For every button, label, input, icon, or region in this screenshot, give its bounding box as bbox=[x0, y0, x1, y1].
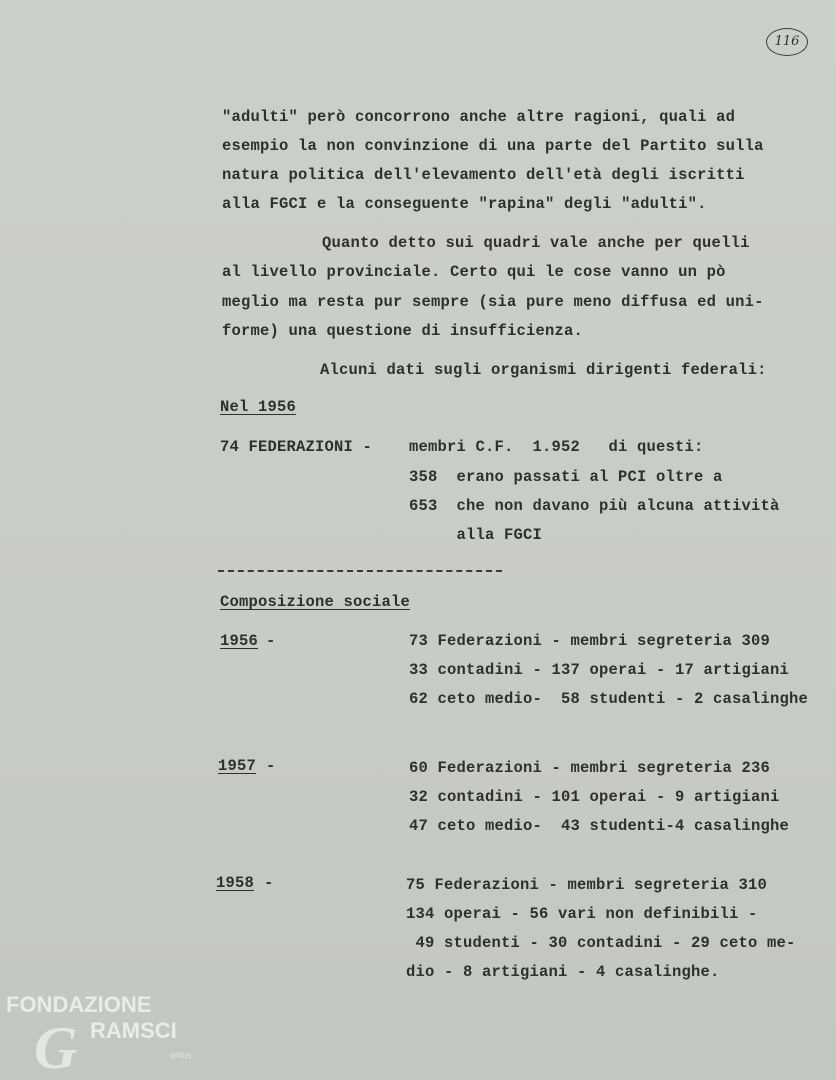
year-label: 1957 bbox=[218, 757, 257, 775]
year-dash: - bbox=[264, 874, 274, 892]
composition-line: 75 Federazioni - membri segreteria 310 bbox=[406, 876, 768, 894]
composition-line: 134 operai - 56 vari non definibili - bbox=[406, 905, 758, 923]
year-dash: - bbox=[266, 632, 276, 650]
composition-line: 33 contadini - 137 operai - 17 artigiani bbox=[409, 661, 790, 679]
composition-line: 62 ceto medio- 58 studenti - 2 casalinghe bbox=[409, 690, 809, 708]
para3-line: Alcuni dati sugli organismi dirigenti federali: bbox=[320, 361, 767, 379]
fondazione-gramsci-watermark bbox=[4, 988, 219, 1074]
divider-line bbox=[218, 570, 502, 572]
para2-line: al livello provinciale. Certo qui le cose vanno un pò bbox=[222, 263, 726, 281]
year-label: 1956 bbox=[220, 632, 259, 650]
watermark-g-letter: G bbox=[34, 1015, 78, 1074]
composition-line: 47 ceto medio- 43 studenti-4 casalinghe bbox=[409, 817, 790, 835]
section-1956-line: 358 erano passati al PCI oltre a bbox=[409, 468, 723, 486]
section-1956-heading: Nel 1956 bbox=[220, 398, 297, 416]
para2-line: forme) una questione di insufficienza. bbox=[222, 322, 584, 340]
section-1956-line: alla FGCI bbox=[409, 526, 543, 544]
composition-line: 73 Federazioni - membri segreteria 309 bbox=[409, 632, 771, 650]
section-1956-line: 653 che non davano più alcuna attività bbox=[409, 497, 780, 515]
composition-line: dio - 8 artigiani - 4 casalinghe. bbox=[406, 963, 720, 981]
watermark-line2: RAMSCI bbox=[90, 1018, 177, 1043]
federazioni-label: 74 FEDERAZIONI - bbox=[220, 438, 373, 456]
watermark-line1: FONDAZIONE bbox=[6, 992, 152, 1017]
section-1956-line: membri C.F. 1.952 di questi: bbox=[409, 438, 704, 456]
intro-line: "adulti" però concorrono anche altre ragioni, quali ad bbox=[222, 108, 736, 126]
watermark-suffix: onlus bbox=[170, 1050, 192, 1060]
page-number-stamp: 116 bbox=[766, 28, 808, 56]
composition-heading: Composizione sociale bbox=[220, 593, 411, 611]
composition-line: 49 studenti - 30 contadini - 29 ceto me- bbox=[406, 934, 796, 952]
year-label: 1958 bbox=[216, 874, 255, 892]
intro-line: alla FGCI e la conseguente "rapina" degli "adulti". bbox=[222, 195, 707, 213]
para2-line: meglio ma resta pur sempre (sia pure meno diffusa ed uni- bbox=[222, 293, 764, 311]
intro-line: esempio la non convinzione di una parte del Partito sulla bbox=[222, 137, 764, 155]
intro-line: natura politica dell'elevamento dell'età degli iscritti bbox=[222, 166, 745, 184]
composition-line: 32 contadini - 101 operai - 9 artigiani bbox=[409, 788, 780, 806]
composition-line: 60 Federazioni - membri segreteria 236 bbox=[409, 759, 771, 777]
para2-line: Quanto detto sui quadri vale anche per quelli bbox=[322, 234, 750, 252]
year-dash: - bbox=[266, 757, 276, 775]
